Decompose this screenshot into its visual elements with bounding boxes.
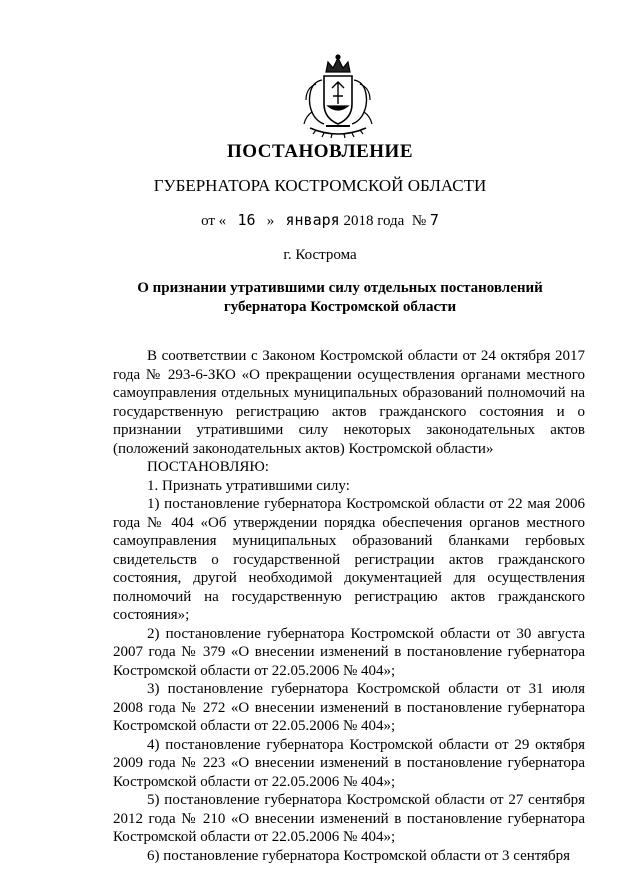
document-heading: О признании утратившими силу отдельных постановлений губернатора Костромской области: [137, 280, 543, 315]
paragraph-item-1: 1. Признать утратившими силу:: [147, 477, 350, 494]
coat-of-arms-icon: [296, 54, 380, 140]
date-day: 16: [237, 211, 256, 229]
number-sign: №: [411, 213, 427, 229]
document-type-title: ПОСТАНОВЛЕНИЕ: [226, 141, 414, 162]
paragraph-subitem-3: 3) постановление губернатора Костромской области от 31 июля 2008 года № 272 «О внесении изменений в постановление губернатора Костромской области от 22.05.2006 № 404»;: [113, 681, 585, 734]
paragraph-subitem-5: 5) постановление губернатора Костромской области от 27 сентября 2012 года № 210 «О внесении изменений в постановление губернатора Костромской области от 22.05.2006 № 404»;: [113, 792, 585, 845]
paragraph-subitem-2: 2) постановление губернатора Костромской области от 30 августа 2007 года № 379 «О внесении изменений в постановление губернатора Костромской области от 22.05.2006 № 404»;: [113, 625, 585, 679]
date-year: 2018 года: [343, 213, 405, 229]
paragraph-subitem-1: 1) постановление губернатора Костромской области от 22 мая 2006 года № 404 «Об утверждении порядка обеспечения органов местного самоуправления муниципальных образований бланками гербовых свидетельств о государственной регистрации актов гражданского состояния, другой необходимой документацией для осуществления полномочий на государственную регистрацию актов гражданского состояния»;: [113, 496, 585, 623]
city-line: г. Кострома: [283, 247, 357, 263]
paragraph-decree: ПОСТАНОВЛЯЮ:: [147, 459, 269, 475]
date-prefix: от «: [201, 213, 227, 229]
issuer-title: ГУБЕРНАТОРА КОСТРОМСКОЙ ОБЛАСТИ: [153, 176, 487, 195]
paragraph-subitem-6: 6) постановление губернатора Костромской области от 3 сентября: [147, 847, 571, 864]
date-line: [0, 211, 640, 230]
paragraph-subitem-4: 4) постановление губернатора Костромской области от 29 октября 2009 года № 223 «О внесении изменений в постановление губернатора Костромской области от 22.05.2006 № 404»;: [113, 736, 585, 790]
document-number: 7: [429, 211, 439, 229]
date-mid: »: [266, 213, 275, 229]
paragraph-preamble: В соответствии с Законом Костромской области от 24 октября 2017 года № 293-6-ЗКО «О прекращении осуществления органами местного самоуправления отдельных муниципальных образований полномочий на государственную регистрацию актов гражданского состояния и о признании утратившими силу некоторых законодательных актов (положений законодательных актов) Костромской области»: [113, 348, 585, 457]
document-body: [113, 347, 585, 865]
date-month: января: [285, 211, 340, 229]
